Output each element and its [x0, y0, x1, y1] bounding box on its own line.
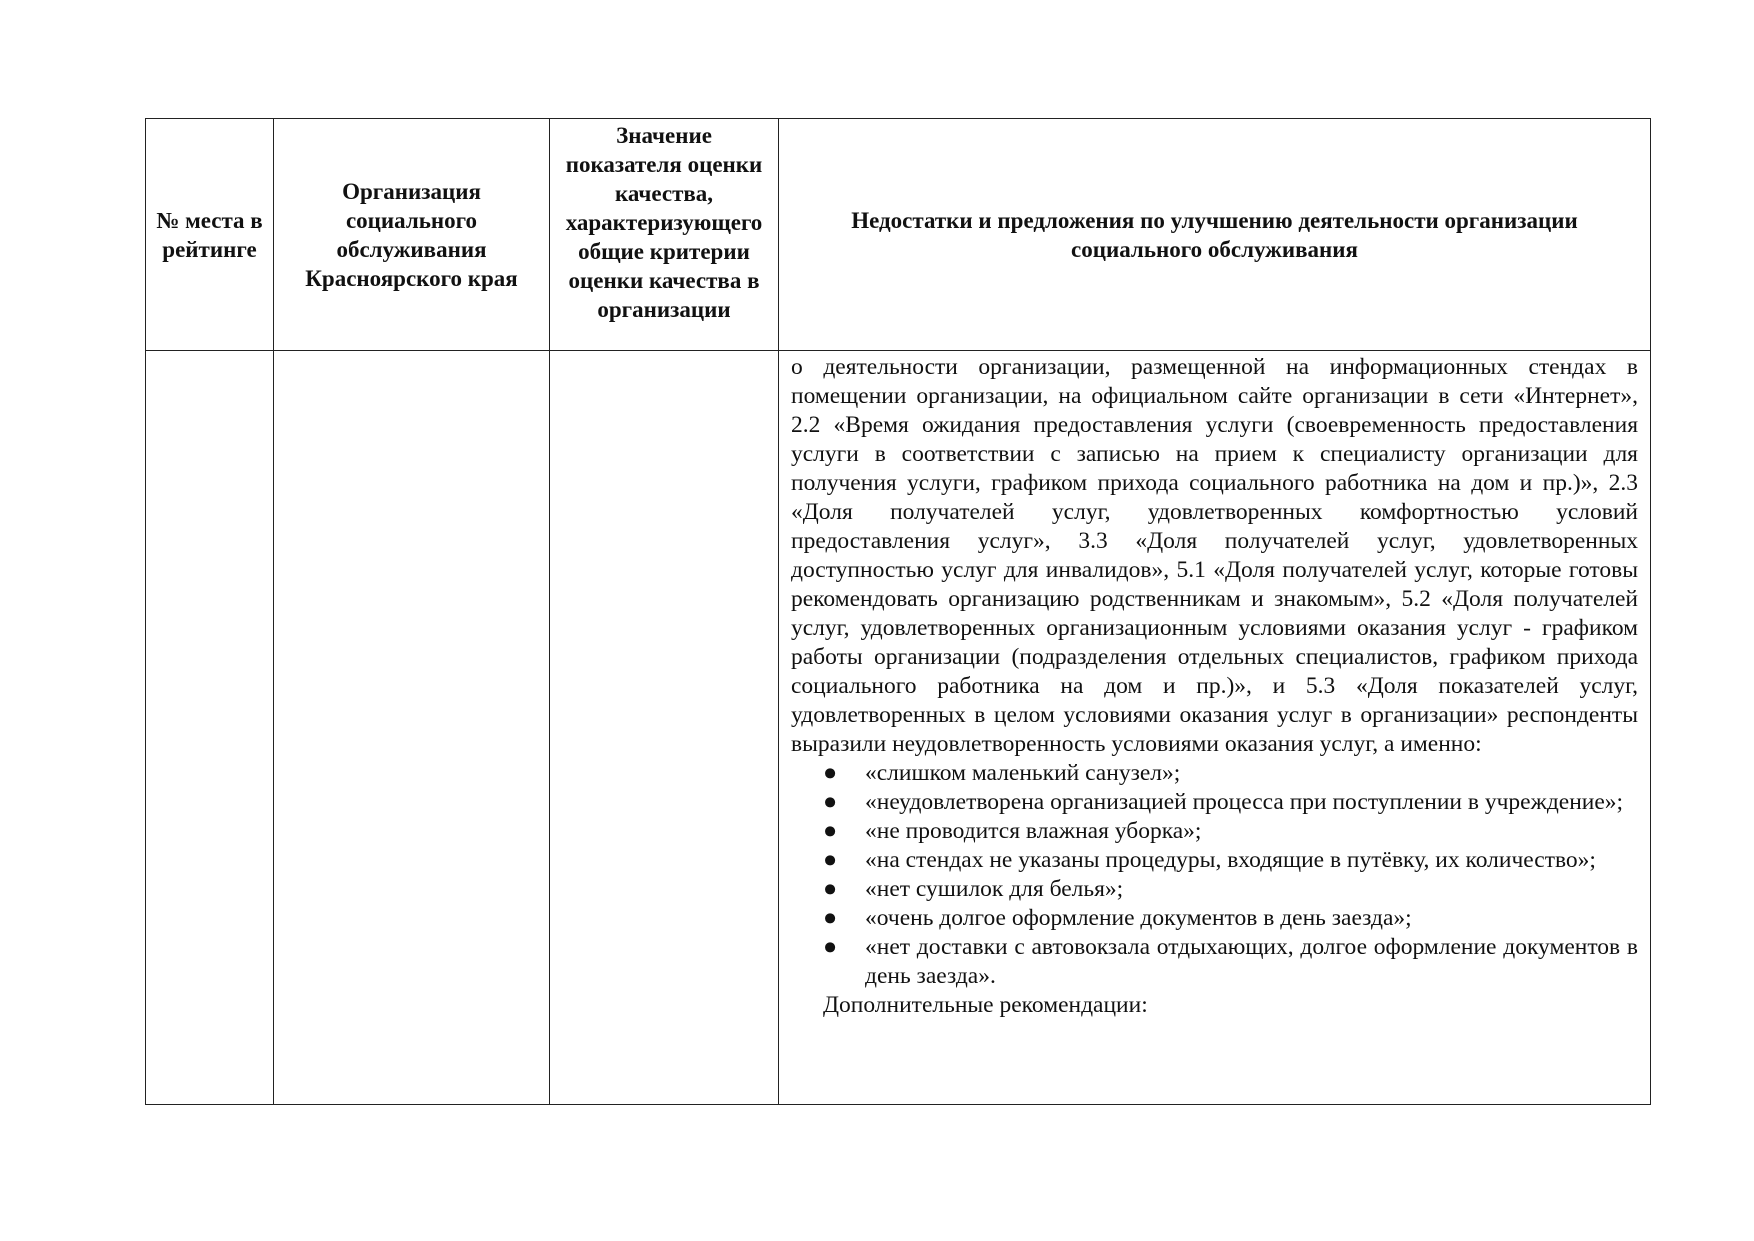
cell-organization	[274, 351, 550, 1105]
cell-indicator	[550, 351, 779, 1105]
table-header-row	[146, 119, 1651, 351]
header-organization	[274, 119, 550, 351]
bullet-icon: ●	[823, 789, 838, 815]
list-item	[823, 759, 1638, 788]
bullet-icon: ●	[823, 847, 838, 873]
header-place-text: № места в рейтинге	[156, 207, 263, 262]
bullet-icon: ●	[823, 760, 838, 786]
cell-shortcomings	[779, 351, 1651, 1105]
list-item	[823, 875, 1638, 904]
bullet-icon: ●	[823, 934, 838, 960]
bullet-icon: ●	[823, 818, 838, 844]
header-organization-text: Организация социального обслуживания Красноярского края	[305, 178, 518, 291]
bullet-icon: ●	[823, 876, 838, 902]
list-item	[823, 933, 1638, 991]
cell-place	[146, 351, 274, 1105]
list-item	[823, 817, 1638, 846]
shortcomings-paragraph: о деятельности организации, размещенной на информационных стендах в помещении организации, на официальном сайте организации в сети «Интернет», 2.2 «Время ожидания предоставления услуги (своевременность предоставления услуги в соответствии с записью на прием к специалисту организации для получения услуги, графиком прихода социального работника на дом и пр.)», 2.3 «Доля получателей услуг, удовлетворенных комфортностью условий предоставления услуг», 3.3 «Доля получателей услуг, удовлетворенных доступностью услуг для инвалидов», 5.1 «Доля получателей услуг, которые готовы рекомендовать организацию родственникам и знакомым», 5.2 «Доля получателей услуг, удовлетворенных организационным условиями оказания услуг - графиком работы организации (подразделения отдельных специалистов, графиком прихода социального работника на дом и пр.)», и 5.3 «Доля показателей услуг, удовлетворенных в целом условиями оказания услуг в организации» респонденты выразили неудовлетворенность условиями оказания услуг, а именно:	[791, 354, 1638, 757]
evaluation-table	[145, 118, 1651, 1105]
header-shortcomings-text: Недостатки и предложения по улучшению деятельности организации социального обслуживания	[851, 207, 1578, 262]
list-item-text: «не проводится влажная уборка»;	[865, 818, 1202, 844]
list-item	[823, 788, 1638, 817]
header-place	[146, 119, 274, 351]
header-shortcomings	[779, 119, 1651, 351]
list-item-text: «нет сушилок для белья»;	[865, 876, 1124, 902]
list-item-text: «очень долгое оформление документов в день заезда»;	[865, 905, 1412, 931]
list-item-text: «на стендах не указаны процедуры, входящие в путёвку, их количество»;	[865, 847, 1596, 873]
shortcomings-list	[791, 759, 1638, 991]
list-item-text: «неудовлетворена организацией процесса при поступлении в учреждение»;	[865, 789, 1624, 815]
header-indicator-text: Значение показателя оценки качества, характеризующего общие критерии оценки качества в организации	[565, 123, 763, 322]
list-item-text: «слишком маленький санузел»;	[865, 760, 1181, 786]
list-item	[823, 904, 1638, 933]
header-indicator	[550, 119, 779, 351]
additional-recommendations-label: Дополнительные рекомендации:	[823, 992, 1148, 1018]
table-row	[146, 351, 1651, 1105]
list-item-text: «нет доставки с автовокзала отдыхающих, долгое оформление документов в день заезда».	[865, 934, 1638, 989]
bullet-icon: ●	[823, 905, 838, 931]
shortcomings-content	[779, 351, 1650, 1020]
list-item	[823, 846, 1638, 875]
